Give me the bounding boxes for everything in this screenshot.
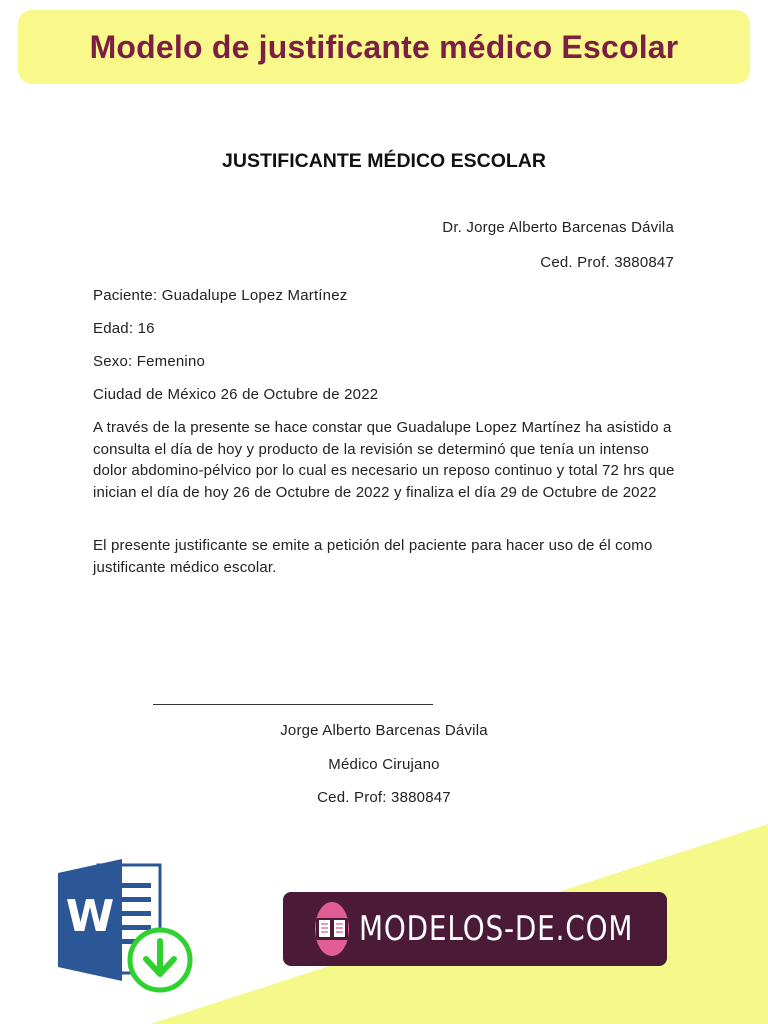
word-document-icon[interactable] bbox=[58, 855, 198, 995]
patient-sex: Sexo: Femenino bbox=[93, 353, 206, 370]
brand-text: MODELOS-DE.COM bbox=[359, 909, 634, 949]
document-title: JUSTIFICANTE MÉDICO ESCOLAR bbox=[222, 150, 546, 172]
patient-age: Edad: 16 bbox=[93, 320, 155, 337]
open-book-icon bbox=[315, 902, 349, 956]
signature-role: Médico Cirujano bbox=[328, 756, 440, 773]
closing-paragraph: El presente justificante se emite a petición del paciente para hacer uso de él como justificante médico escolar. bbox=[93, 537, 653, 576]
body-paragraph: A través de la presente se hace constar que Guadalupe Lopez Martínez ha asistido a consulta el día de hoy y producto de la revisión se determinó que tenía un intenso dolor abdomino-pélvico por lo cual es necesario un reposo continuo y total 72 hrs que inician el día de hoy 26 de Octubre de 2022 y finaliza el día 29 de Octubre de 2022 bbox=[93, 419, 675, 501]
doctor-license: Ced. Prof. 3880847 bbox=[540, 254, 674, 271]
title-banner bbox=[18, 10, 750, 84]
banner-title: Modelo de justificante médico Escolar bbox=[89, 28, 679, 65]
brand-badge[interactable] bbox=[283, 892, 667, 966]
doctor-name: Dr. Jorge Alberto Barcenas Dávila bbox=[442, 219, 674, 236]
place-date: Ciudad de México 26 de Octubre de 2022 bbox=[93, 386, 379, 403]
patient-name: Paciente: Guadalupe Lopez Martínez bbox=[93, 287, 348, 304]
signature-name: Jorge Alberto Barcenas Dávila bbox=[280, 722, 488, 739]
signature-license: Ced. Prof: 3880847 bbox=[317, 789, 451, 806]
svg-text:W: W bbox=[65, 891, 115, 942]
download-arrow-icon bbox=[130, 930, 190, 990]
signature-line bbox=[153, 690, 433, 705]
